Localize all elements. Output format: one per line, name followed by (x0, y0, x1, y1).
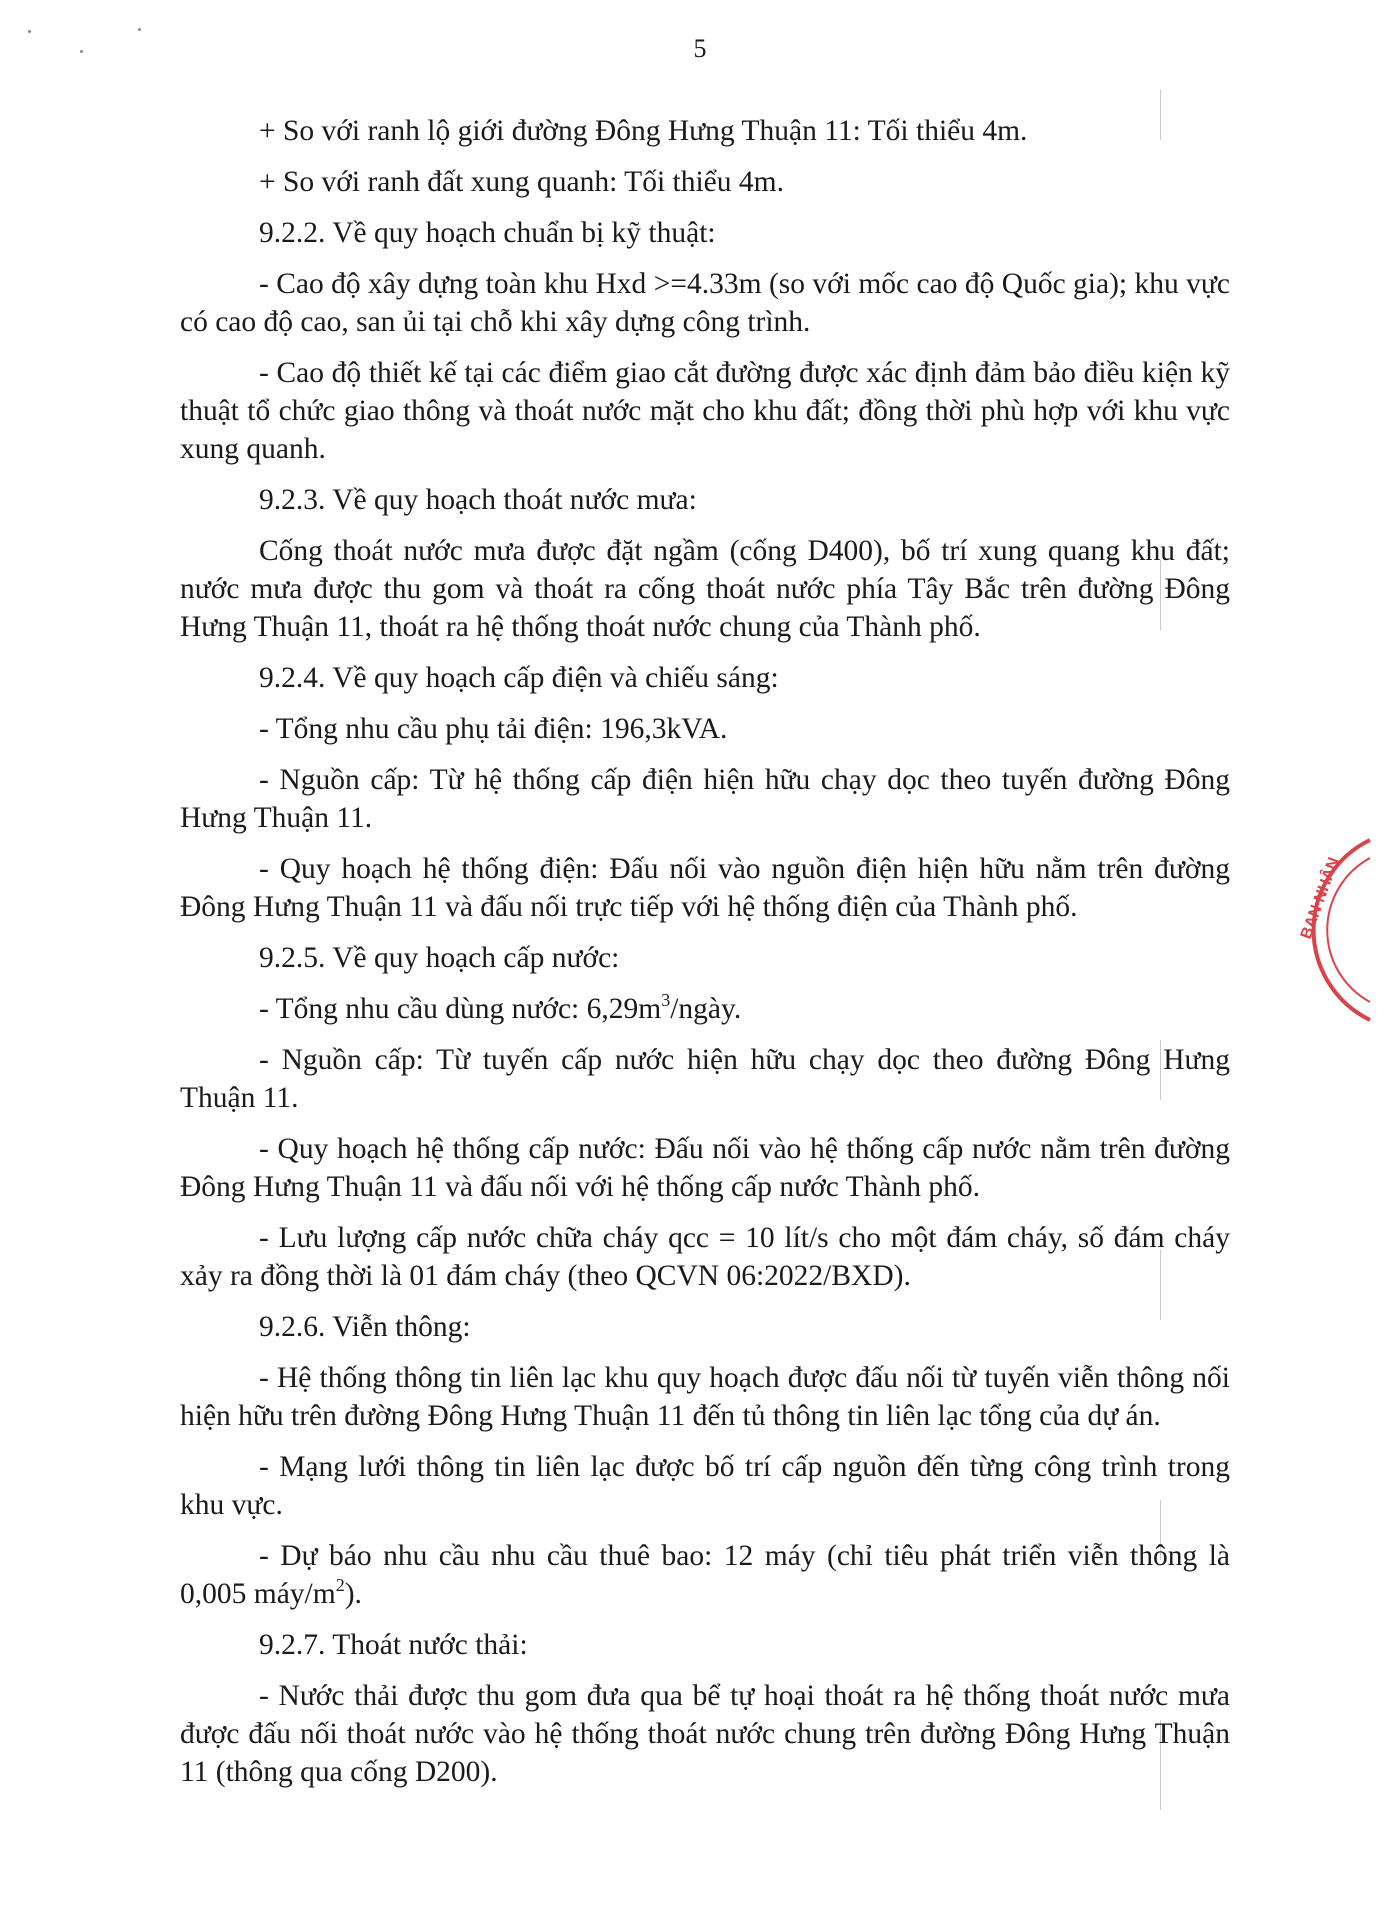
paragraph: 9.2.7. Thoát nước thải: (259, 1629, 528, 1661)
paragraph: - Lưu lượng cấp nước chữa cháy qcc = 10 lít/s cho một đám cháy, số đám cháy xảy ra đồng thời là 01 đám cháy (theo QCVN 06:2022/BXD). (180, 1222, 1230, 1292)
stamp-text: BAN NHÂN (1297, 855, 1343, 942)
superscript: 2 (335, 1575, 345, 1595)
paragraph: 9.2.3. Về quy hoạch thoát nước mưa: (259, 484, 697, 516)
paragraph: - Quy hoạch hệ thống điện: Đấu nối vào nguồn điện hiện hữu nằm trên đường Đông Hưng Thuận 11 và đấu nối trực tiếp với hệ thống điện của Thành phố. (180, 853, 1230, 923)
paragraph: - Dự báo nhu cầu nhu cầu thuê bao: 12 máy (chỉ tiêu phát triển viễn thông là 0,005 máy/$m^2$). (180, 1540, 1230, 1610)
paragraph: - Nguồn cấp: Từ hệ thống cấp điện hiện hữu chạy dọc theo tuyến đường Đông Hưng Thuận 11. (180, 764, 1230, 834)
paragraph: - Cao độ thiết kế tại các điểm giao cắt đường được xác định đảm bảo điều kiện kỹ thuật tổ chức giao thông và thoát nước mặt cho khu đất; đồng thời phù hợp với khu vực xung quanh. (180, 357, 1230, 465)
page-number: 5 (693, 34, 707, 63)
paragraph: 9.2.6. Viễn thông: (259, 1311, 471, 1343)
scan-speck (138, 28, 141, 31)
paragraph: - Mạng lưới thông tin liên lạc được bố trí cấp nguồn đến từng công trình trong khu vực. (180, 1451, 1230, 1521)
paragraph: 9.2.5. Về quy hoạch cấp nước: (259, 942, 620, 974)
paragraph: + So với ranh đất xung quanh: Tối thiểu 4m. (259, 166, 784, 198)
paragraph: - Tổng nhu cầu phụ tải điện: 196,3kVA. (259, 713, 728, 745)
paragraph: - Nước thải được thu gom đưa qua bể tự hoại thoát ra hệ thống thoát nước mưa được đấu nối thoát nước vào hệ thống thoát nước chung trên đường Đông Hưng Thuận 11 (thông qua cống D200). (180, 1680, 1230, 1788)
paragraph: + So với ranh lộ giới đường Đông Hưng Thuận 11: Tối thiểu 4m. (259, 115, 1028, 147)
paragraph: 9.2.4. Về quy hoạch cấp điện và chiếu sáng: (259, 662, 779, 694)
paragraph: - Hệ thống thông tin liên lạc khu quy hoạch được đấu nối từ tuyến viễn thông nối hiện hữu trên đường Đông Hưng Thuận 11 đến tủ thông tin liên lạc tổng của dự án. (180, 1362, 1230, 1432)
paragraph: Cống thoát nước mưa được đặt ngầm (cống D400), bố trí xung quang khu đất; nước mưa được thu gom và thoát ra cống thoát nước phía Tây Bắc trên đường Đông Hưng Thuận 11, thoát ra hệ thống thoát nước chung của Thành phố. (180, 535, 1230, 643)
document-body (180, 112, 1230, 1804)
paragraph: - Nguồn cấp: Từ tuyến cấp nước hiện hữu chạy dọc theo đường Đông Hưng Thuận 11. (180, 1044, 1230, 1114)
paragraph: 9.2.2. Về quy hoạch chuẩn bị kỹ thuật: (259, 217, 716, 249)
paragraph: - Cao độ xây dựng toàn khu Hxd >=4.33m (so với mốc cao độ Quốc gia); khu vực có cao độ cao, san ủi tại chỗ khi xây dựng công trình. (180, 268, 1230, 338)
superscript: 3 (661, 990, 671, 1010)
paragraph: - Tổng nhu cầu dùng nước: $6,29m^3$/ngày. (259, 990, 742, 1025)
paragraph: - Quy hoạch hệ thống cấp nước: Đấu nối vào hệ thống cấp nước nằm trên đường Đông Hưng Thuận 11 và đấu nối với hệ thống cấp nước Thành phố. (180, 1133, 1230, 1203)
scan-speck (28, 30, 31, 33)
red-seal-stamp (1270, 820, 1380, 1040)
